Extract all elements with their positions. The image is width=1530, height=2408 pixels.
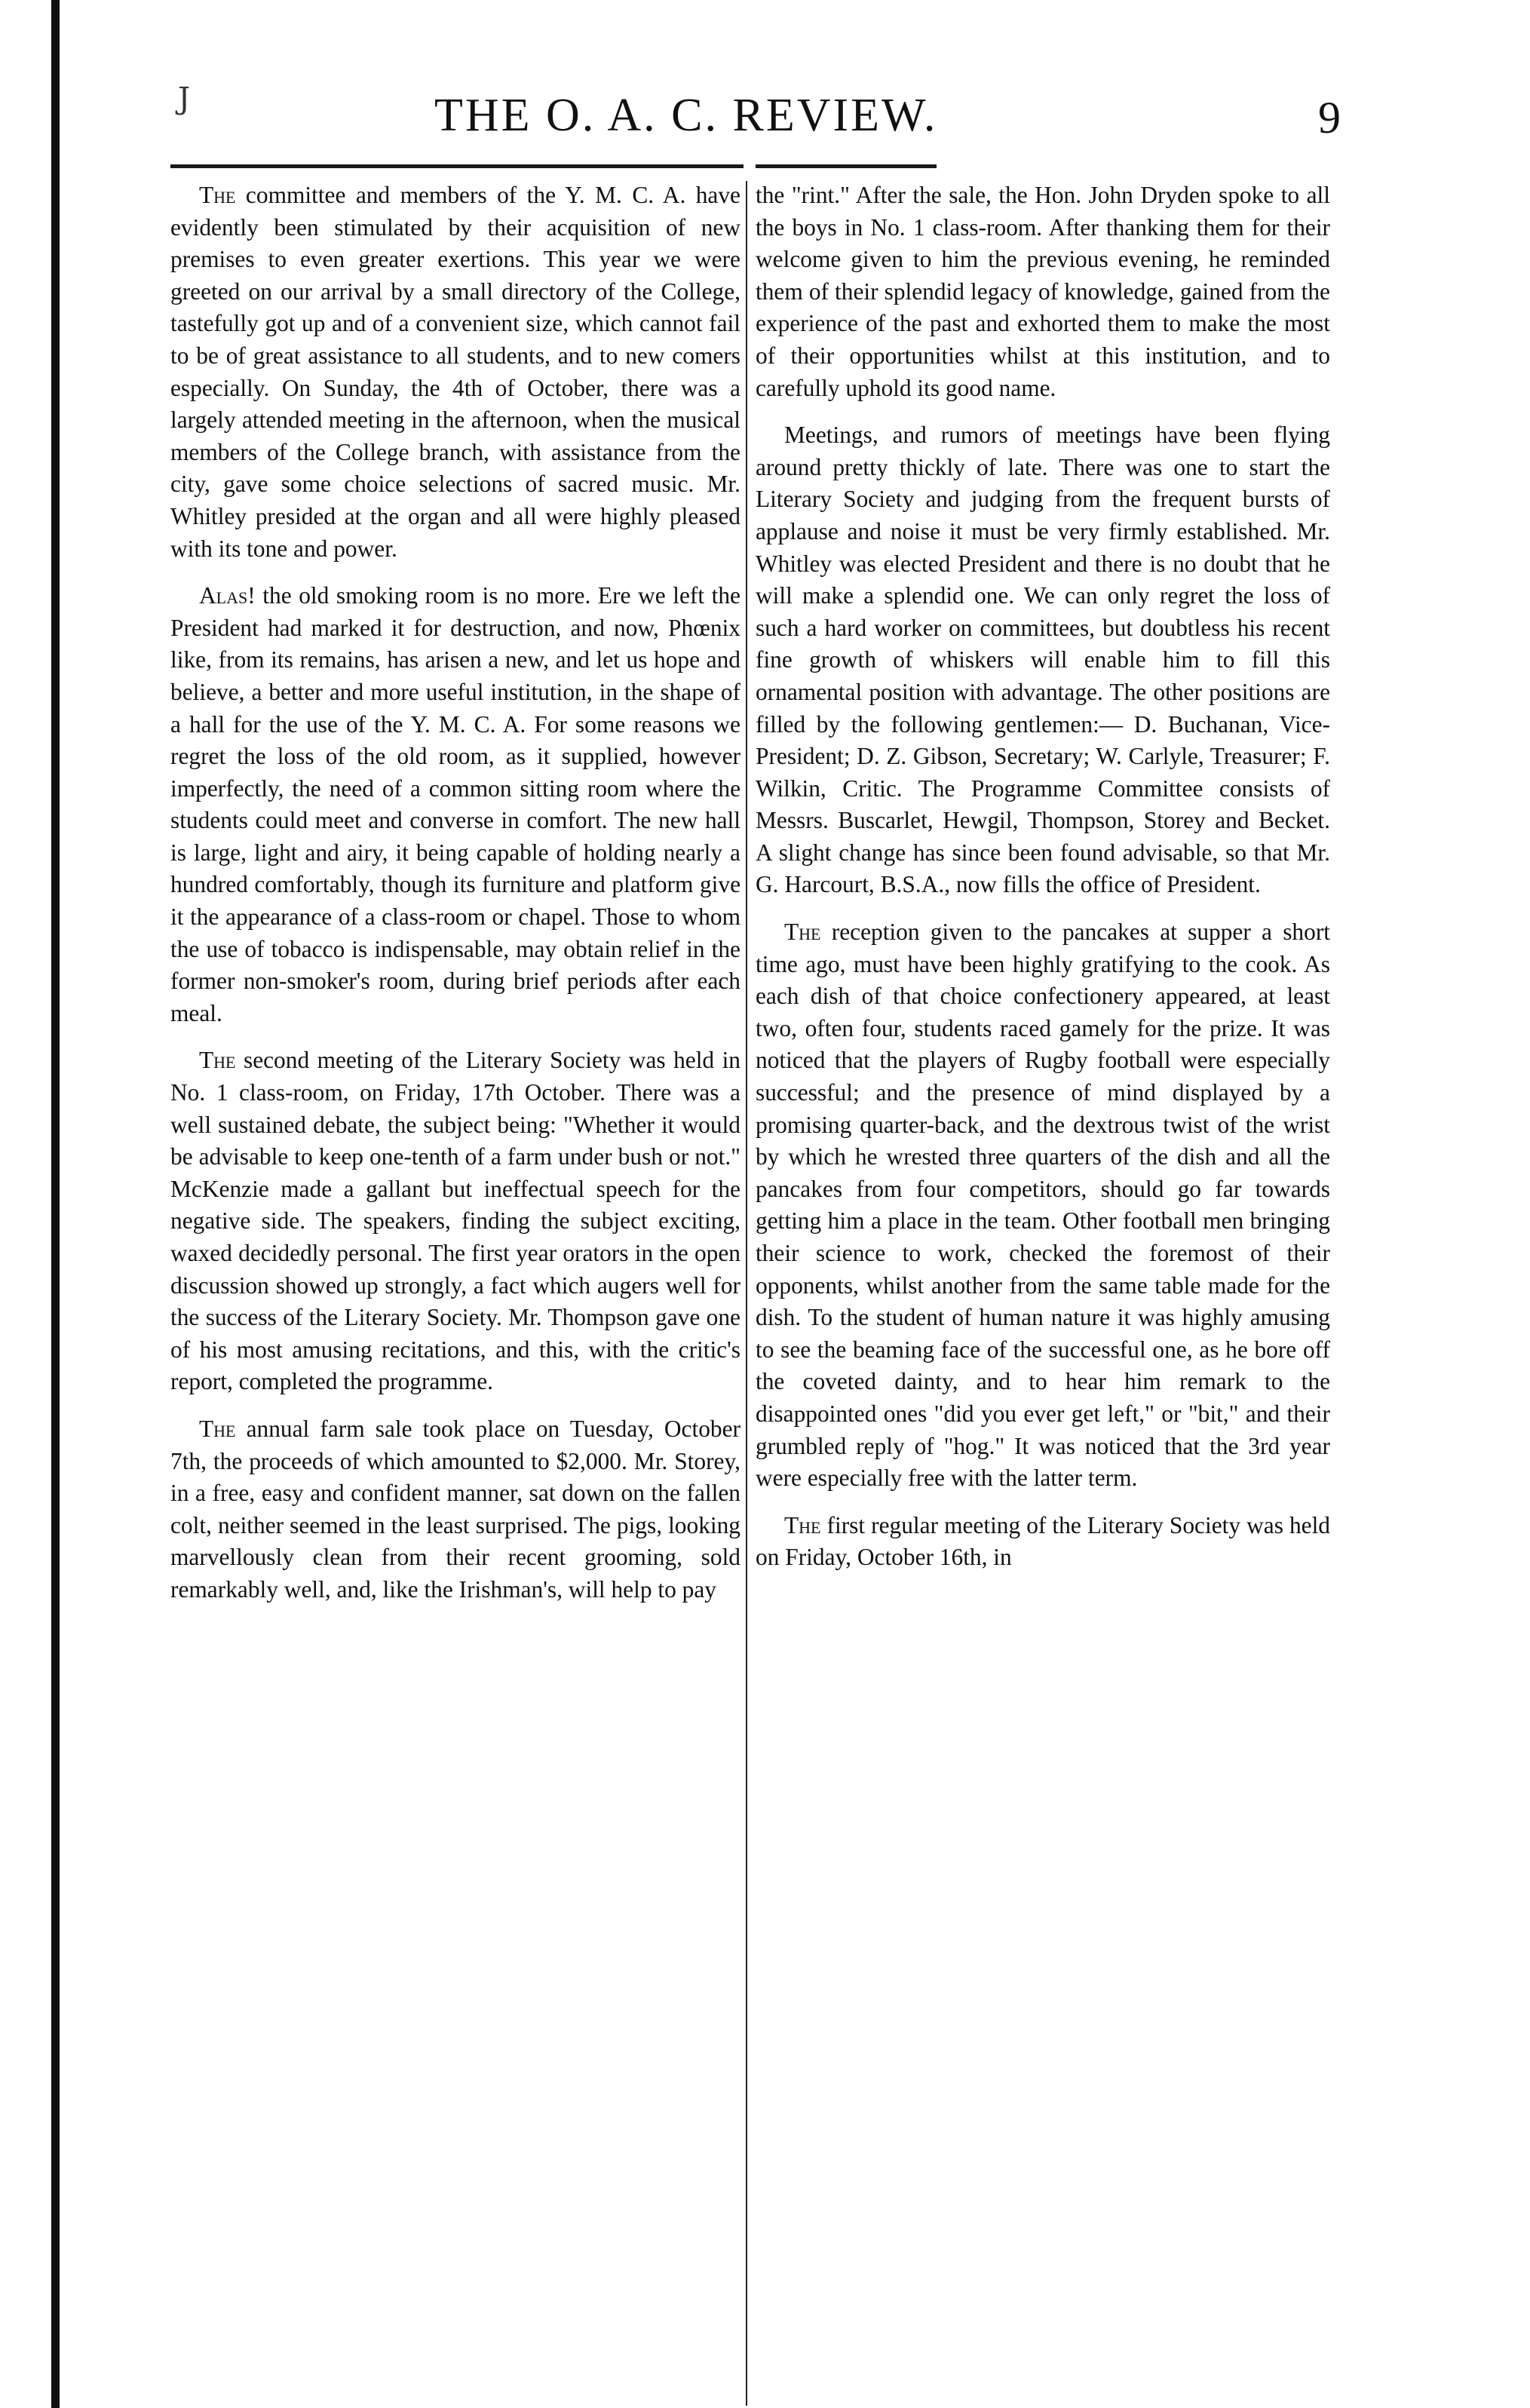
paragraph-text: the "rint." After the sale, the Hon. John Dryden spoke to all the boys in No. 1 class-room. After thanking them for their welcome given to him the previous evening, he reminded them of their splendid legacy of knowledge, gained from the experience of the past and exhorted them to make the most of their opportunities whilst at this institution, and to carefully uphold its good name. <box>756 182 1330 401</box>
paragraph-lead: The <box>784 919 821 946</box>
paragraph <box>756 1510 1330 1574</box>
paragraph <box>170 179 740 565</box>
paragraph-lead: The <box>199 1047 236 1074</box>
paragraph <box>756 419 1330 901</box>
paragraph <box>756 916 1330 1495</box>
paragraph <box>170 1413 740 1606</box>
paragraph-lead: The <box>784 1511 821 1538</box>
page-number: 9 <box>1318 93 1341 143</box>
header-rule-right <box>756 164 937 168</box>
paragraph-text: reception given to the pancakes at supper a short time ago, must have been highly gratifying to the cook. As each dish of that choice confectionery appeared, at least two, often four, students raced gamely for the prize. It was noticed that the players of Rugby football were especially successful; and the presence of mind displayed by a promising quarter-back, and the dextrous twist of the wrist by which he wrested three quarters of the dish and all the pancakes from four competitors, should go far towards getting him a place in the team. Other football men bringing their science to work, checked the foremost of their opponents, whilst another from the same table made for the dish. To the student of human nature it was highly amusing to see the beaming face of the successful one, as he bore off the coveted dainty, and to hear him remark to the disappointed ones "did you ever get left," or "bit," and their grumbled reply of "hog." It was noticed that the 3rd year were especially free with the latter term. <box>756 919 1330 1492</box>
right-column <box>756 179 1330 1589</box>
page-title: THE O. A. C. REVIEW. <box>434 90 938 141</box>
paragraph-text: Meetings, and rumors of meetings have been flying around pretty thickly of late. There was one to start the Literary Society and judging from the frequent bursts of applause and noise it must be very firmly established. Mr. Whitley was elected President and there is no doubt that he will make a splendid one. We can only regret the loss of such a hard worker on committees, but doubtless his recent fine growth of whiskers will enable him to fill this ornamental position with advantage. The other positions are filled by the following gentlemen:— D. Buchanan, Vice-President; D. Z. Gibson, Secretary; W. Carlyle, Treasurer; F. Wilkin, Critic. The Programme Committee consists of Messrs. Buscarlet, Hewgil, Thompson, Storey and Becket. A slight change has since been found advisable, so that Mr. G. Harcourt, B.S.A., now fills the office of President. <box>756 422 1330 898</box>
paragraph-lead: Alas! <box>199 582 256 609</box>
page-edge-rule <box>51 0 60 2408</box>
paragraph-text: second meeting of the Literary Society was held in No. 1 class-room, on Friday, 17th October. There was a well sustained debate, the subject being: "Whether it would be advisable to keep one-tenth of a farm under bush or not." McKenzie made a gallant but ineffectual speech for the negative side. The speakers, finding the subject exciting, waxed decidedly personal. The first year orators in the open discussion showed up strongly, a fact which augers well for the success of the Literary Society. Mr. Thompson gave one of his most amusing recitations, and this, with the critic's report, completed the programme. <box>170 1047 740 1395</box>
paragraph-text: committee and members of the Y. M. C. A. have evidently been stimulated by their acquisition of new premises to even greater exertions. This year we were greeted on our arrival by a small directory of the College, tastefully got up and of a convenient size, which cannot fail to be of great assistance to all students, and to new comers especially. On Sunday, the 4th of October, there was a largely attended meeting in the afternoon, when the musical members of the College branch, with assistance from the city, gave some choice selections of sacred music. Mr. Whitley presided at the organ and all were highly pleased with its tone and power. <box>170 182 740 562</box>
column-divider <box>746 181 747 2406</box>
corner-mark: J <box>178 81 191 116</box>
paragraph-lead: The <box>199 1415 236 1442</box>
paragraph-text: first regular meeting of the Literary Society was held on Friday, October 16th, in <box>756 1511 1330 1571</box>
paragraph-text: annual farm sale took place on Tuesday, October 7th, the proceeds of which amounted to $2,000. Mr. Storey, in a free, easy and confident manner, sat down on the fallen colt, neither seemed in the least surprised. The pigs, looking marvellously clean from their recent grooming, sold remarkably well, and, like the Irishman's, will help to pay <box>170 1415 740 1603</box>
header-rule-left <box>170 164 744 168</box>
paragraph-lead: The <box>199 182 236 208</box>
paragraph <box>170 580 740 1029</box>
paragraph-text: the old smoking room is no more. Ere we left the President had marked it for destruction, and now, Phœnix like, from its remains, has arisen a new, and let us hope and believe, a better and more useful institution, in the shape of a hall for the use of the Y. M. C. A. For some reasons we regret the loss of the old room, as it supplied, however imperfectly, the need of a common sitting room where the students could meet and converse in comfort. The new hall is large, light and airy, it being capable of holding nearly a hundred comfortably, though its furniture and platform give it the appearance of a class-room or chapel. Those to whom the use of tobacco is indispensable, may obtain relief in the former non-smoker's room, during brief periods after each meal. <box>170 582 740 1026</box>
left-column <box>170 179 740 1621</box>
paragraph <box>756 179 1330 404</box>
paragraph <box>170 1044 740 1398</box>
